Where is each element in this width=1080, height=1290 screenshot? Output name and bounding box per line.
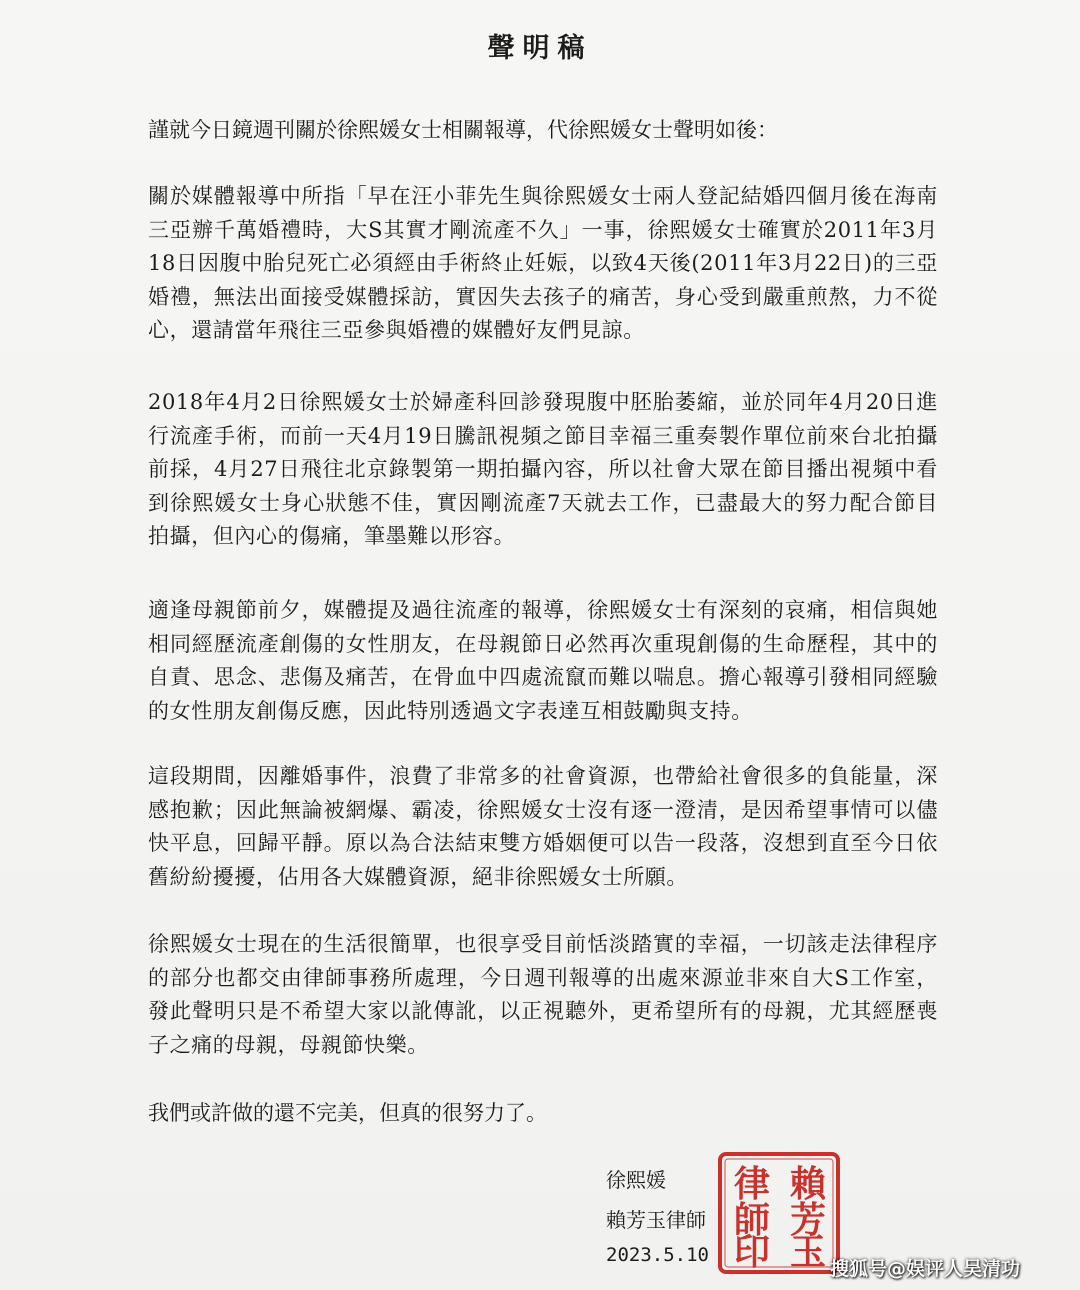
closing-line: 我們或許做的還不完美，但真的很努力了。 bbox=[148, 1101, 547, 1125]
signature-date: 2023.5.10 bbox=[606, 1244, 709, 1266]
svg-text:師: 師 bbox=[733, 1199, 771, 1241]
watermark-text: 搜狐号@娱评人吴清功 bbox=[830, 1258, 1021, 1280]
svg-text:印: 印 bbox=[733, 1231, 771, 1273]
statement-paragraph-4: 這段期間，因離婚事件，浪費了非常多的社會資源，也帶給社會很多的負能量，深感抱歉；因此無論被網爆、霸凌，徐熙媛女士沒有逐一澄清，是因希望事情可以儘快平息，回歸平靜。原以為合法結束雙方婚姻便可以告一段落，沒想到直至今日依舊紛紛擾擾，佔用各大媒體資源，絕非徐熙媛女士所願。 bbox=[148, 764, 938, 889]
svg-text:賴: 賴 bbox=[789, 1163, 827, 1205]
svg-text:律: 律 bbox=[733, 1163, 771, 1205]
signatory-name: 徐熙媛 bbox=[606, 1168, 666, 1192]
lawyer-seal-stamp bbox=[716, 1150, 842, 1276]
statement-paragraph-1: 關於媒體報導中所指「早在汪小菲先生與徐熙媛女士兩人登記結婚四個月後在海南三亞辦千萬婚禮時，大S其實才剛流產不久」一事，徐熙媛女士確實於2011年3月18日因腹中胎兒死亡必須經由手術終止妊娠，以致4天後(2011年3月22日)的三亞婚禮，無法出面接受媒體採訪，實因失去孩子的痛苦，身心受到嚴重煎熬，力不從心，還請當年飛往三亞參與婚禮的媒體好友們見諒。 bbox=[148, 184, 938, 342]
document-title: 聲明稿 bbox=[487, 33, 593, 64]
intro-line: 謹就今日鏡週刊關於徐熙媛女士相關報導，代徐熙媛女士聲明如後： bbox=[148, 118, 778, 142]
signatory-lawyer: 賴芳玉律師 bbox=[606, 1208, 706, 1232]
svg-text:玉: 玉 bbox=[789, 1231, 827, 1273]
statement-paragraph-2: 2018年4月2日徐熙媛女士於婦產科回診發現腹中胚胎萎縮，並於同年4月20日進行流產手術，而前一天4月19日騰訊視頻之節目幸福三重奏製作單位前來台北拍攝前採，4月27日飛往北京錄製第一期拍攝內容，所以社會大眾在節目播出視頻中看到徐熙媛女士身心狀態不佳，實因剛流產7天就去工作，已盡最大的努力配合節目拍攝，但內心的傷痛，筆墨難以形容。 bbox=[148, 390, 938, 548]
statement-paragraph-5: 徐熙媛女士現在的生活很簡單，也很享受目前恬淡踏實的幸福，一切該走法律程序的部分也都交由律師事務所處理，今日週刊報導的出處來源並非來自大S工作室，發此聲明只是不希望大家以訛傳訛，以正視聽外，更希望所有的母親，尤其經歷喪子之痛的母親，母親節快樂。 bbox=[148, 932, 938, 1057]
svg-text:芳: 芳 bbox=[789, 1199, 827, 1241]
statement-paragraph-3: 適逢母親節前夕，媒體提及過往流產的報導，徐熙媛女士有深刻的哀痛，相信與她相同經歷流產創傷的女性朋友，在母親節日必然再次重現創傷的生命歷程，其中的自責、思念、悲傷及痛苦，在骨血中四處流竄而難以喘息。擔心報導引發相同經驗的女性朋友創傷反應，因此特別透過文字表達互相鼓勵與支持。 bbox=[148, 598, 938, 723]
